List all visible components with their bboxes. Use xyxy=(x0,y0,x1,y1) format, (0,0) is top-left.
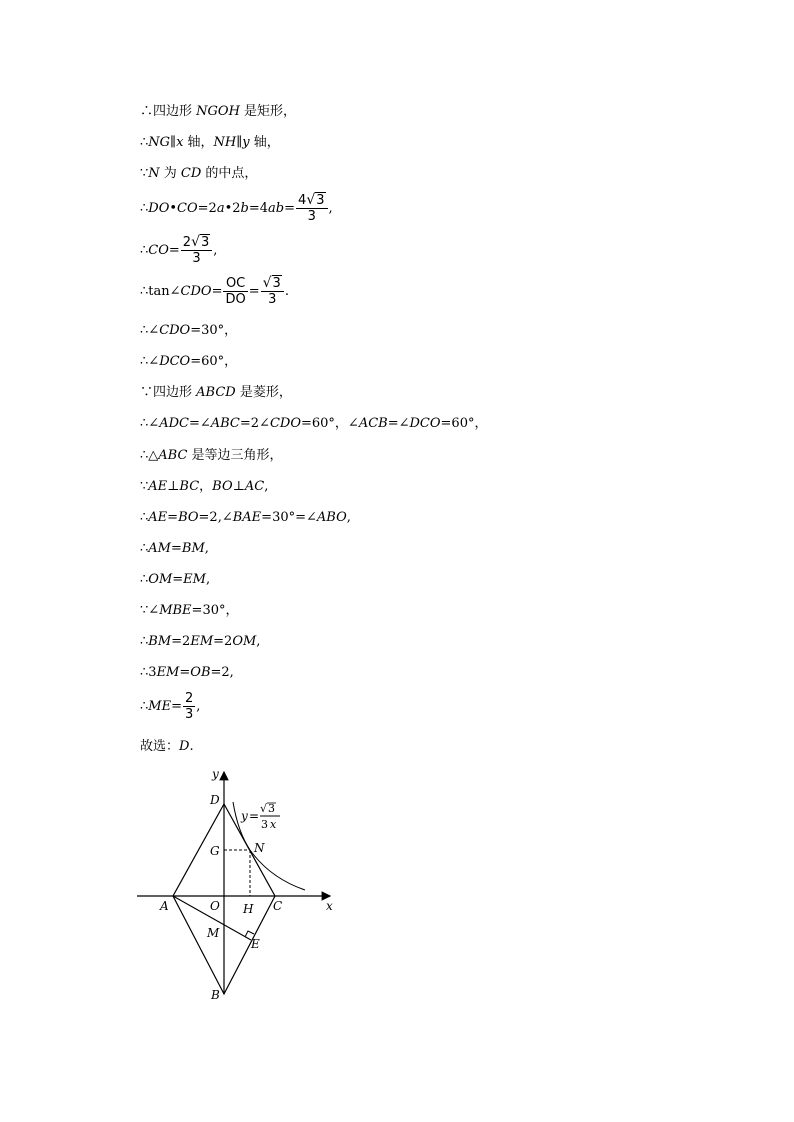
axis-label-y: y xyxy=(212,767,219,781)
point-label-c: C xyxy=(273,899,283,913)
svg-text:=: = xyxy=(249,809,260,823)
point-label-h: H xyxy=(243,902,254,916)
point-label-b: B xyxy=(211,988,220,1002)
solution-line: ∴AE=BO=2,∠BAE=30°=∠ABO, xyxy=(140,510,351,525)
axis-label-x: x xyxy=(326,899,333,913)
solution-line: ∵N 为 CD 的中点， xyxy=(140,166,258,181)
solution-line: ∵四边形 ABCD 是菱形， xyxy=(140,385,292,400)
svg-text:x: x xyxy=(270,818,277,831)
svg-text:y: y xyxy=(241,809,248,823)
fraction: $\frac{OC}{DO}$ xyxy=(225,276,246,307)
solution-line: ∴3EM=OB=2, xyxy=(140,665,234,680)
fraction: $\frac{√3}{3}$ xyxy=(261,276,284,307)
solution-line: ∴CO= $\frac{2√3}{3}$ , xyxy=(140,234,218,266)
fraction: $\frac{2}{3}$ xyxy=(185,691,194,722)
solution-line: ∴DO•CO=2a•2b=4ab= $\frac{4√3}{3}$ , xyxy=(140,192,333,224)
solution-line: ∵∠MBE=30°， xyxy=(140,603,239,618)
solution-line: ∴∠DCO=60°， xyxy=(140,354,238,369)
solution-line: ∴AM=BM, xyxy=(140,541,209,556)
solution-line: ∴△ABC 是等边三角形， xyxy=(140,448,283,463)
point-label-o: O xyxy=(210,899,220,913)
point-label-a: A xyxy=(160,899,169,913)
solution-line: ∴∠ADC=∠ABC=2∠CDO=60°，∠ACB=∠DCO=60°， xyxy=(140,416,488,431)
curve-equation-label xyxy=(240,802,280,831)
geometry-figure xyxy=(130,762,350,1007)
fraction: $\frac{2√3}{3}$ xyxy=(181,235,212,266)
solution-line: ∴NG∥x 轴，NH∥y 轴， xyxy=(140,135,280,150)
solution-line: ∴∠CDO=30°， xyxy=(140,323,238,338)
point-label-m: M xyxy=(207,926,220,940)
solution-line: ∴ME= $\frac{2}{3}$ , xyxy=(140,691,201,722)
point-label-g: G xyxy=(210,844,220,858)
svg-text:3: 3 xyxy=(261,818,268,831)
point-label-d: D xyxy=(210,793,220,807)
solution-line: ∴tan∠CDO= $\frac{OC}{DO}$ = $\frac{√3}{3}$ . xyxy=(140,275,289,307)
svg-text:3: 3 xyxy=(268,802,275,815)
fraction: $\frac{4√3}{3}$ xyxy=(296,193,327,224)
solution-line: ∴OM=EM, xyxy=(140,572,211,587)
svg-text:√: √ xyxy=(260,802,268,815)
solution-line: ∴BM=2EM=2OM, xyxy=(140,634,261,649)
point-label-e: E xyxy=(251,937,260,951)
solution-line: ∵AE⊥BC，BO⊥AC, xyxy=(140,479,269,494)
point-label-n: N xyxy=(254,841,265,855)
answer-line: 故选：D. xyxy=(140,739,194,754)
solution-line: ∴四边形 NGOH 是矩形， xyxy=(140,104,297,119)
